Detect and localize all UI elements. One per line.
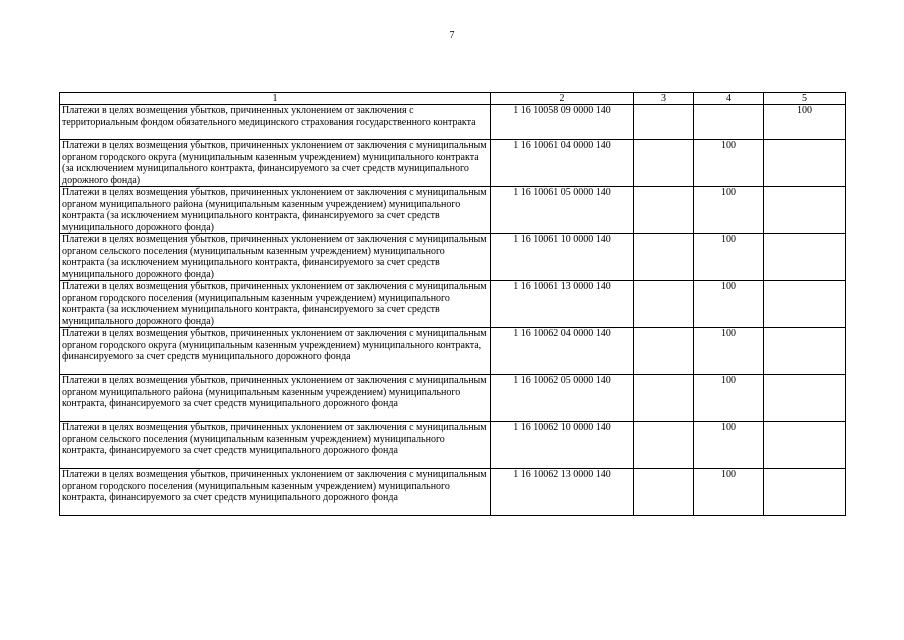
row-col3 <box>634 234 694 281</box>
row-code: 1 16 10062 05 0000 140 <box>491 375 634 422</box>
row-description: Платежи в целях возмещения убытков, причиненных уклонением от заключения с муниципальным органом городского поселения (муниципальным казенным учреждением) муниципального контракта, финансируемого за счет средств муниципального дорожного фонда <box>60 469 491 516</box>
row-code: 1 16 10061 04 0000 140 <box>491 140 634 187</box>
table-row <box>60 469 846 516</box>
row-description: Платежи в целях возмещения убытков, причиненных уклонением от заключения с муниципальным органом сельского поселения (муниципальным казенным учреждением) муниципального контракта, финансируемого за счет средств муниципального дорожного фонда <box>60 422 491 469</box>
row-col5 <box>764 422 846 469</box>
row-col4: 100 <box>694 375 764 422</box>
row-code: 1 16 10062 04 0000 140 <box>491 328 634 375</box>
table-row <box>60 105 846 140</box>
column-header-4: 4 <box>694 93 764 105</box>
row-col5 <box>764 281 846 328</box>
table-row <box>60 281 846 328</box>
table-row <box>60 422 846 469</box>
row-col3 <box>634 375 694 422</box>
row-col4: 100 <box>694 328 764 375</box>
table-row <box>60 187 846 234</box>
row-description: Платежи в целях возмещения убытков, причиненных уклонением от заключения с муниципальным органом муниципального района (муниципальным казенным учреждением) муниципального контракта (за исключением муниципального контракта, финансируемого за счет средств муниципального дорожного фонда) <box>60 187 491 234</box>
row-col3 <box>634 105 694 140</box>
row-col3 <box>634 187 694 234</box>
table-row <box>60 234 846 281</box>
page-number: 7 <box>449 30 455 41</box>
row-code: 1 16 10058 09 0000 140 <box>491 105 634 140</box>
row-code: 1 16 10061 13 0000 140 <box>491 281 634 328</box>
row-col5 <box>764 328 846 375</box>
row-col5 <box>764 140 846 187</box>
row-description: Платежи в целях возмещения убытков, причиненных уклонением от заключения с муниципальным органом муниципального района (муниципальным казенным учреждением) муниципального контракта, финансируемого за счет средств муниципального дорожного фонда <box>60 375 491 422</box>
row-col3 <box>634 328 694 375</box>
row-col5 <box>764 187 846 234</box>
row-col5: 100 <box>764 105 846 140</box>
table-header-row <box>60 93 846 105</box>
row-col4: 100 <box>694 469 764 516</box>
column-header-3: 3 <box>634 93 694 105</box>
row-description: Платежи в целях возмещения убытков, причиненных уклонением от заключения с муниципальным органом городского округа (муниципальным казенным учреждением) муниципального контракта, финансируемого за счет средств муниципального дорожного фонда <box>60 328 491 375</box>
row-col4 <box>694 105 764 140</box>
row-code: 1 16 10062 13 0000 140 <box>491 469 634 516</box>
row-code: 1 16 10062 10 0000 140 <box>491 422 634 469</box>
row-col4: 100 <box>694 281 764 328</box>
row-description: Платежи в целях возмещения убытков, причиненных уклонением от заключения с территориальным фондом обязательного медицинского страхования государственного контракта <box>60 105 491 140</box>
budget-classification-table <box>59 92 846 516</box>
row-description: Платежи в целях возмещения убытков, причиненных уклонением от заключения с муниципальным органом городского поселения (муниципальным казенным учреждением) муниципального контракта (за исключением муниципального контракта, финансируемого за счет средств муниципального дорожного фонда) <box>60 281 491 328</box>
row-code: 1 16 10061 05 0000 140 <box>491 187 634 234</box>
row-col3 <box>634 469 694 516</box>
row-col3 <box>634 281 694 328</box>
row-col5 <box>764 234 846 281</box>
row-code: 1 16 10061 10 0000 140 <box>491 234 634 281</box>
row-col4: 100 <box>694 422 764 469</box>
row-col5 <box>764 469 846 516</box>
table-row <box>60 328 846 375</box>
column-header-5: 5 <box>764 93 846 105</box>
row-col4: 100 <box>694 234 764 281</box>
table-row <box>60 140 846 187</box>
table-row <box>60 375 846 422</box>
row-col4: 100 <box>694 187 764 234</box>
row-col3 <box>634 422 694 469</box>
column-header-1: 1 <box>60 93 491 105</box>
row-description: Платежи в целях возмещения убытков, причиненных уклонением от заключения с муниципальным органом сельского поселения (муниципальным казенным учреждением) муниципального контракта (за исключением муниципального контракта, финансируемого за счет средств муниципального дорожного фонда) <box>60 234 491 281</box>
row-description: Платежи в целях возмещения убытков, причиненных уклонением от заключения с муниципальным органом городского округа (муниципальным казенным учреждением) муниципального контракта (за исключением муниципального контракта, финансируемого за счет средств муниципального дорожного фонда) <box>60 140 491 187</box>
column-header-2: 2 <box>491 93 634 105</box>
row-col5 <box>764 375 846 422</box>
row-col4: 100 <box>694 140 764 187</box>
row-col3 <box>634 140 694 187</box>
